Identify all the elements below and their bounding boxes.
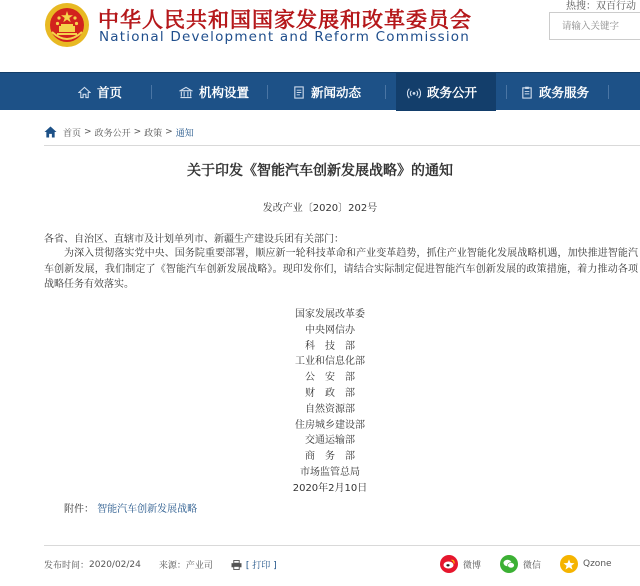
page-title: 关于印发《智能汽车创新发展战略》的通知	[187, 163, 453, 179]
signer: 交通运输部	[305, 435, 355, 447]
source-label: 来源：	[158, 561, 186, 571]
nav-item-government-services[interactable]	[521, 73, 589, 111]
signer: 工业和信息化部	[295, 356, 365, 368]
share-label: Qzone	[583, 559, 612, 569]
signer: 公 安 部	[305, 372, 355, 384]
nav-item-government-affairs[interactable]	[396, 73, 496, 111]
document-number: 发改产业〔2020〕202号	[262, 203, 378, 214]
print-label: [ 打印 ]	[245, 561, 277, 571]
signer: 住房城乡建设部	[295, 419, 365, 431]
share-qzone-button[interactable]	[560, 555, 612, 573]
signer: 商 务 部	[305, 451, 355, 463]
signer: 市场监管总局	[300, 466, 360, 478]
signer-list	[260, 307, 400, 497]
article-meta	[44, 558, 277, 571]
breadcrumb-government-affairs[interactable]: 政务公开	[94, 128, 131, 139]
nav-separator	[151, 85, 152, 99]
clipboard-icon	[521, 86, 533, 99]
breadcrumb-policy[interactable]: 政策	[144, 128, 163, 139]
breadcrumb	[44, 125, 194, 139]
nav-item-label: 政务服务	[539, 85, 590, 100]
qzone-icon	[560, 555, 578, 573]
nav-item-label: 机构设置	[199, 85, 250, 100]
nav-item-label: 首页	[97, 85, 123, 100]
nav-item-label: 政务公开	[427, 85, 478, 100]
article-body: 为深入贯彻落实党中央、国务院重要部署，顺应新一轮科技革命和产业变革趋势，抓住产业智能化发展战略机遇，加快推进智能汽车创新发展，我们制定了《智能汽车创新发展战略》。现印发你们，请结合实际制定促进智能汽车创新发展的政策措施，着力推动各项战略任务有效落实。	[44, 248, 638, 290]
nav-item-organization[interactable]	[179, 73, 249, 111]
nav-item-news[interactable]	[293, 73, 361, 111]
site-title-en: National Development and Reform Commission	[99, 29, 471, 45]
source-value: 产业司	[185, 561, 213, 571]
breadcrumb-divider	[44, 145, 640, 146]
search-input[interactable]	[549, 12, 640, 40]
nav-item-home[interactable]	[78, 73, 122, 111]
breadcrumb-home[interactable]: 首页	[63, 128, 82, 139]
signing-date: 2020年2月10日	[292, 482, 368, 494]
share-label: 微信	[523, 560, 542, 571]
print-button[interactable]	[231, 558, 277, 571]
document-icon	[293, 86, 305, 99]
building-icon	[179, 86, 193, 99]
breadcrumb-separator: >	[133, 127, 142, 137]
share-label: 微博	[463, 560, 482, 571]
hot-search-text[interactable]: 热搜：双百行动	[566, 1, 636, 12]
signer: 自然资源部	[305, 403, 355, 415]
signer: 财 政 部	[305, 387, 355, 399]
attachment-link[interactable]: 智能汽车创新发展战略	[97, 504, 198, 515]
share-weibo-button[interactable]	[440, 555, 481, 573]
weibo-icon	[440, 555, 458, 573]
publish-label: 发布时间：	[44, 561, 90, 571]
nav-separator	[385, 85, 386, 99]
breadcrumb-separator: >	[84, 127, 92, 137]
nav-separator	[506, 85, 507, 99]
national-emblem-icon	[44, 2, 90, 48]
home-icon[interactable]	[44, 126, 57, 138]
main-nav	[0, 72, 640, 110]
attachment	[64, 500, 197, 515]
site-title-cn: 中华人民共和国国家发展和改革委员会	[98, 8, 472, 32]
nav-item-label: 新闻动态	[311, 85, 362, 100]
signer: 中央网信办	[305, 324, 355, 336]
attachment-label: 附件：	[64, 504, 94, 515]
publish-date: 2020/02/24	[89, 559, 141, 570]
signer: 科 技 部	[305, 340, 355, 352]
broadcast-icon	[407, 86, 421, 99]
breadcrumb-notice[interactable]: 通知	[175, 128, 194, 139]
salutation: 各省、自治区、直辖市及计划单列市、新疆生产建设兵团有关部门：	[44, 234, 344, 245]
share-wechat-button[interactable]	[500, 555, 541, 573]
signer: 国家发展改革委	[295, 309, 365, 320]
printer-icon	[231, 560, 242, 570]
footer-divider	[44, 545, 640, 546]
nav-separator	[608, 85, 609, 99]
site-header	[0, 0, 640, 72]
breadcrumb-separator: >	[165, 127, 173, 137]
home-icon	[78, 86, 91, 99]
nav-separator	[267, 85, 268, 99]
wechat-icon	[500, 555, 518, 573]
